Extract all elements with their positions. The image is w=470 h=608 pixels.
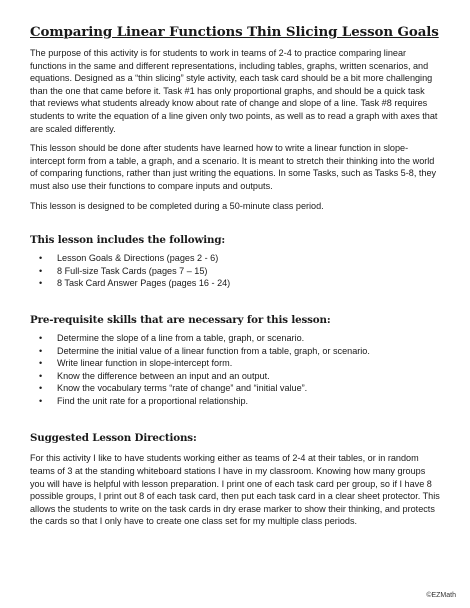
includes-heading: This lesson includes the following: xyxy=(30,234,226,247)
list-item: • 8 Task Card Answer Pages (pages 16 - 24) xyxy=(37,277,440,290)
copyright-footer: ©EZMath xyxy=(426,592,456,599)
intro-paragraph-timing: This lesson should be done after students have learned how to write a linear function in slope-intercept form from a table, a graph, and a scenario. It is meant to stretch their thinking into the world of comparing functions, rather than just writing the equations. In some Tasks, such as Tasks 5-8, they must also use their functions to compare inputs and outputs. xyxy=(30,143,437,191)
intro-paragraph-duration: This lesson is designed to be completed during a 50-minute class period. xyxy=(30,200,324,211)
includes-list xyxy=(30,252,440,290)
prerequisites-heading: Pre-requisite skills that are necessary for this lesson: xyxy=(30,313,331,326)
prerequisites-list xyxy=(30,332,440,408)
intro-paragraph-purpose: The purpose of this activity is for students to work in teams of 2-4 to practice comparing linear functions in the same and different representations, including tables, graphs, written scenarios, and equations. Designed as a “thin slicing” style activity, each task card should be a bit more challenging than the one that came before it. Task #1 has only proportional graphs, and should be a quick task that reviews what students already know about rate of change and slope of a line. Task #8 requires students to write the equation of a line given only two points, as well as to read a graph with axes that are scaled differently. xyxy=(30,48,438,134)
list-item: • Know the difference between an input and an output. xyxy=(37,370,440,383)
list-item: • Write linear function in slope-intercept form. xyxy=(37,357,440,370)
list-item: • Determine the initial value of a linear function from a table, graph, or scenario. xyxy=(37,345,440,358)
list-item: • Determine the slope of a line from a table, graph, or scenario. xyxy=(37,332,440,345)
list-item: • Find the unit rate for a proportional relationship. xyxy=(37,395,440,408)
list-item: • Know the vocabulary terms “rate of change” and “initial value”. xyxy=(37,382,440,395)
directions-paragraph: For this activity I like to have students working either as teams of 2-4 at their tables, or in random teams of 3 at the standing whiteboard stations I have in my classroom. Knowing how many groups you will have is helpful with lesson preparation. I print one of each task card per group, so if I have 8 possible groups, I print out 8 of each task card, then put each task card in a clear sheet protector. This allows the students to write on the task cards in dry erase marker to show their thinking, and protects the cards so that I only have to create one class set for my multiple class periods. xyxy=(30,453,440,527)
directions-heading: Suggested Lesson Directions: xyxy=(30,432,197,445)
list-item: • 8 Full-size Task Cards (pages 7 – 15) xyxy=(37,265,440,278)
list-item: • Lesson Goals & Directions (pages 2 - 6) xyxy=(37,252,440,265)
page-title: Comparing Linear Functions Thin Slicing Lesson Goals xyxy=(30,24,439,40)
